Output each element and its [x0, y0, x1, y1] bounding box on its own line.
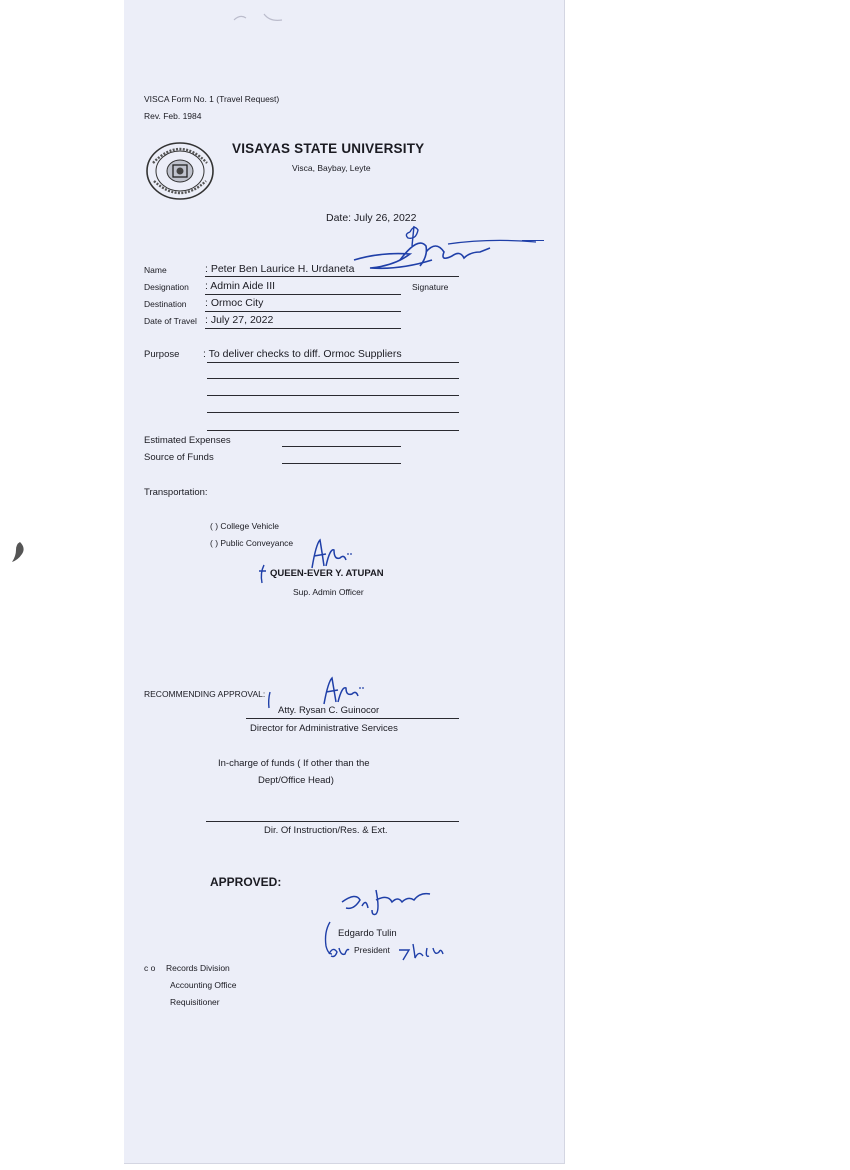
purpose-line-4	[207, 412, 459, 413]
recommending-approval-label: RECOMMENDING APPROVAL:	[144, 689, 266, 699]
date-of-travel-underline	[205, 328, 401, 329]
name-underline	[205, 276, 459, 277]
estimated-expenses-label: Estimated Expenses	[144, 435, 231, 446]
president-name: Edgardo Tulin	[338, 928, 397, 939]
request-date: Date: July 26, 2022	[326, 212, 417, 224]
purpose-label: Purpose	[144, 349, 180, 360]
requester-signature	[340, 222, 550, 282]
funds-signature-line	[206, 821, 459, 822]
supervisor-title: Sup. Admin Officer	[293, 587, 364, 597]
name-value: : Peter Ben Laurice H. Urdaneta	[205, 263, 355, 275]
director-title: Director for Administrative Services	[250, 723, 398, 734]
form-revision: Rev. Feb. 1984	[144, 111, 202, 121]
option-public-conveyance: ( ) Public Conveyance	[210, 538, 294, 548]
name-label: Name	[144, 265, 167, 275]
cc-item-records: Records Division	[166, 963, 230, 973]
designation-label: Designation	[144, 282, 189, 292]
director-name: Atty. Rysan C. Guinocor	[278, 705, 380, 716]
estimated-expenses-line	[282, 446, 401, 447]
funds-incharge-title: Dir. Of Instruction/Res. & Ext.	[264, 825, 388, 836]
president-signature	[336, 882, 436, 918]
director-mark	[264, 690, 276, 710]
president-title: President	[354, 945, 390, 955]
director-signature-line	[246, 718, 459, 719]
supervisor-mark	[256, 563, 270, 585]
designation-underline	[205, 294, 401, 295]
option-college-vehicle: ( ) College Vehicle	[210, 521, 279, 531]
date-of-travel-label: Date of Travel	[144, 316, 197, 326]
funds-incharge-line-2: Dept/Office Head)	[258, 775, 334, 786]
form-number: VISCA Form No. 1 (Travel Request)	[144, 94, 280, 104]
purpose-value: : To deliver checks to diff. Ormoc Suppliers	[203, 348, 402, 360]
designation-value: : Admin Aide III	[205, 280, 276, 292]
destination-label: Destination	[144, 299, 187, 309]
date-of-travel-value: : July 27, 2022	[205, 314, 274, 326]
institution-name: VISAYAS STATE UNIVERSITY	[232, 141, 425, 156]
cc-item-accounting: Accounting Office	[170, 980, 237, 990]
institution-address: Visca, Baybay, Leyte	[292, 163, 371, 173]
destination-underline	[205, 311, 401, 312]
scan-smudge	[8, 540, 28, 564]
purpose-line-3	[207, 395, 459, 396]
approved-label: APPROVED:	[210, 875, 282, 889]
scan-mark-top	[230, 8, 290, 28]
cc-label: c o	[144, 963, 156, 973]
source-of-funds-line	[282, 463, 401, 464]
signature-stroke	[522, 240, 544, 241]
purpose-line-5	[207, 430, 459, 431]
purpose-line-2	[207, 378, 459, 379]
cc-item-requisitioner: Requisitioner	[170, 997, 220, 1007]
transportation-label: Transportation:	[144, 487, 208, 498]
signature-label: Signature	[412, 282, 449, 292]
university-seal-icon	[145, 141, 215, 201]
source-of-funds-label: Source of Funds	[144, 452, 214, 463]
funds-incharge-line-1: In-charge of funds ( If other than the	[218, 758, 370, 769]
purpose-line-1	[207, 362, 459, 363]
destination-value: : Ormoc City	[205, 297, 264, 309]
supervisor-name: QUEEN-EVER Y. ATUPAN	[270, 568, 384, 579]
